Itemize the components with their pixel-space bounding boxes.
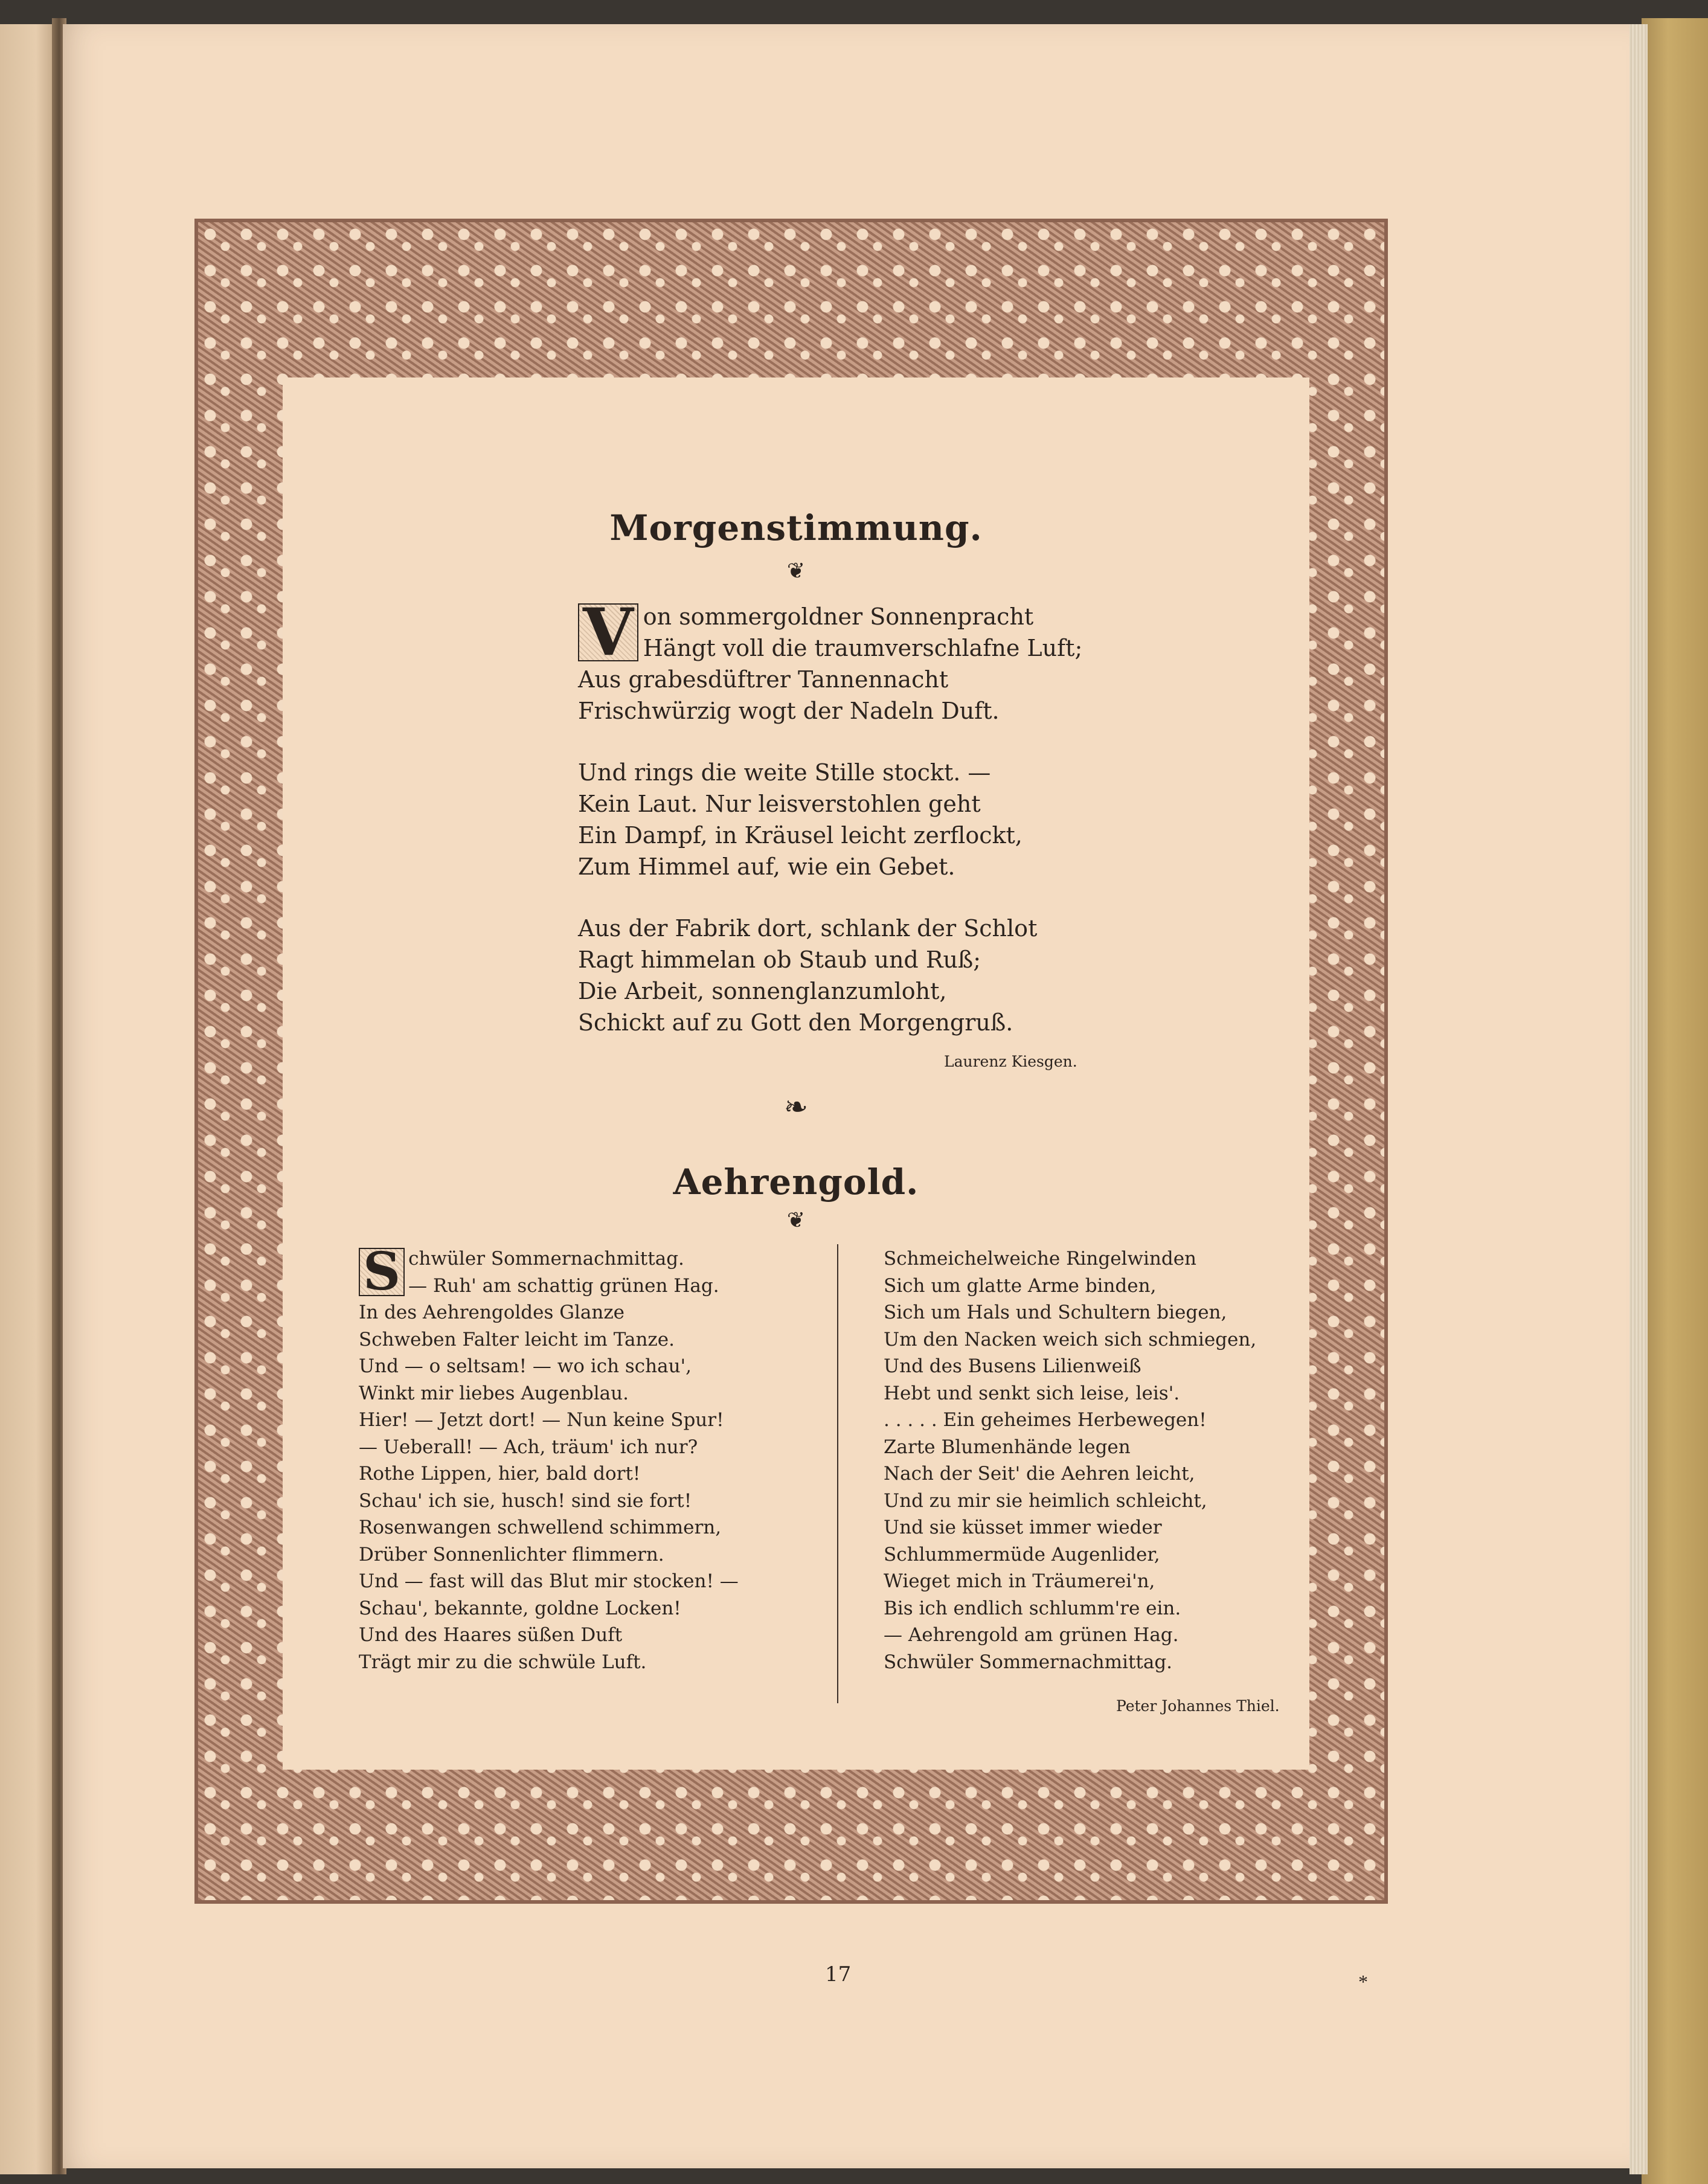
poem2-line: Schwüler Sommernachmittag. <box>884 1651 1173 1673</box>
poem1-body <box>578 594 1122 1038</box>
poem1-drop-cap: V <box>578 603 638 661</box>
poem2-line: — Ruh' am schattig grünen Hag. <box>408 1274 719 1297</box>
poem2-line: Winkt mir liebes Augenblau. <box>359 1382 629 1404</box>
page-number: 17 <box>825 1962 852 1986</box>
poem1-line: Kein Laut. Nur leisverstohlen geht <box>578 791 981 817</box>
poem1-line: Aus der Fabrik dort, schlank der Schlot <box>578 915 1038 942</box>
column-divider <box>837 1244 838 1703</box>
poem2-line: chwüler Sommernachmittag. <box>408 1248 684 1270</box>
poem1-ornament-icon: ❦ <box>786 559 806 583</box>
poem2-line: Drüber Sonnenlichter flimmern. <box>359 1543 664 1566</box>
poem1-line: Die Arbeit, sonnenglanzumloht, <box>578 978 947 1004</box>
separator-ornament-icon: ❧ <box>783 1090 809 1124</box>
framed-text-area <box>283 377 1309 1770</box>
poem2-right-column <box>884 1245 1276 1675</box>
poem2-line: Rothe Lippen, hier, bald dort! <box>359 1463 641 1485</box>
poem1-line: Aus grabesdüftrer Tannennacht <box>578 666 949 693</box>
poem2-line: Und des Busens Lilienweiß <box>884 1355 1141 1377</box>
poem1-line: Hängt voll die traumverschlafne Luft; <box>643 635 1083 661</box>
poem2-line: Um den Nacken weich sich schmiegen, <box>884 1328 1257 1351</box>
poem2-line: Wieget mich in Träumerei'n, <box>884 1570 1155 1592</box>
poem2-line: Schweben Falter leicht im Tanze. <box>359 1328 675 1351</box>
poem2-line: Sich um glatte Arme binden, <box>884 1274 1157 1297</box>
poem2-ornament-icon: ❦ <box>786 1208 806 1233</box>
poem1-stanza-1 <box>578 594 1122 727</box>
poem2-line: Bis ich endlich schlumm're ein. <box>884 1597 1181 1619</box>
poem2-line: In des Aehrengoldes Glanze <box>359 1302 625 1323</box>
poem2-left-column <box>359 1241 751 1675</box>
poem2-line: Sich um Hals und Schultern biegen, <box>884 1302 1227 1323</box>
poem2-line: Und des Haares süßen Duft <box>359 1624 623 1646</box>
cover-edge <box>1642 18 1708 2184</box>
poem2-author: Peter Johannes Thiel. <box>1116 1697 1280 1715</box>
poem1-line: Ragt himmelan ob Staub und Ruß; <box>578 946 981 973</box>
poem1-line: Frischwürzig wogt der Nadeln Duft. <box>578 698 1000 724</box>
book-page <box>63 24 1629 2168</box>
poem2-line: Und sie küsset immer wieder <box>884 1517 1162 1538</box>
page-stack-edge <box>1629 24 1648 2174</box>
poem2-line: Und zu mir sie heimlich schleicht, <box>884 1489 1207 1512</box>
poem1-line: Zum Himmel auf, wie ein Gebet. <box>578 853 955 880</box>
poem2-line: Hier! — Jetzt dort! — Nun keine Spur! <box>359 1409 724 1431</box>
poem2-line: Trägt mir zu die schwüle Luft. <box>359 1651 647 1673</box>
poem1-title: Morgenstimmung. <box>609 507 983 548</box>
poem2-line: Zarte Blumenhände legen <box>884 1436 1131 1458</box>
poem1-line: Schickt auf zu Gott den Morgengruß. <box>578 1009 1013 1036</box>
poem2-line: Schmeichelweiche Ringelwinden <box>884 1248 1197 1270</box>
poem2-line: Hebt und senkt sich leise, leis'. <box>884 1382 1180 1404</box>
poem1-line: Ein Dampf, in Kräusel leicht zerflockt, <box>578 822 1023 849</box>
left-page-edge <box>0 24 60 2174</box>
poem2-line: Schlummermüde Augenlider, <box>884 1543 1160 1566</box>
poem1-stanza-3 <box>578 913 1122 1038</box>
poem2-line: — Ueberall! — Ach, träum' ich nur? <box>359 1436 698 1458</box>
poem2-drop-cap: S <box>359 1248 405 1296</box>
poem1-stanza-2 <box>578 757 1122 882</box>
poem1-line: on sommergoldner Sonnenpracht <box>643 603 1034 630</box>
footer-asterisk: * <box>1358 1971 1368 1993</box>
poem1-line: Und rings die weite Stille stockt. — <box>578 759 991 786</box>
poem2-line: Schau', bekannte, goldne Locken! <box>359 1597 681 1619</box>
poem2-line: Nach der Seit' die Aehren leicht, <box>884 1463 1195 1485</box>
poem1-author: Laurenz Kiesgen. <box>944 1053 1077 1070</box>
poem2-line: Und — fast will das Blut mir stocken! — <box>359 1570 739 1592</box>
poem2-line: . . . . . Ein geheimes Herbewegen! <box>884 1409 1207 1431</box>
poem2-title: Aehrengold. <box>673 1161 919 1203</box>
poem2-line: Rosenwangen schwellend schimmern, <box>359 1517 722 1538</box>
poem2-line: Schau' ich sie, husch! sind sie fort! <box>359 1489 692 1512</box>
poem2-line: Und — o seltsam! — wo ich schau', <box>359 1355 692 1377</box>
poem2-line: — Aehrengold am grünen Hag. <box>884 1624 1179 1646</box>
